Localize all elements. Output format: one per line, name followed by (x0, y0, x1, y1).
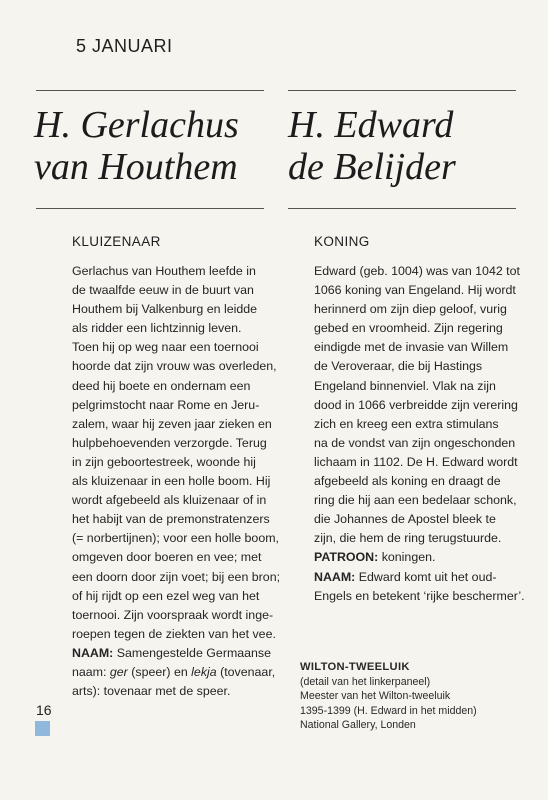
left-title-line2: van Houthem (34, 146, 238, 188)
left-line: toernooi. Zijn voorspraak wordt inge- (72, 607, 274, 622)
right-line: Engeland binnenviel. Vlak na zijn (314, 378, 496, 393)
right-naam-line1 (314, 568, 525, 587)
left-line: een doorn door zijn voet; bij een bron; (72, 569, 281, 584)
left-heading: KLUIZENAAR (72, 234, 161, 249)
right-line: eindigde met de invasie van Willem (314, 340, 509, 355)
image-caption (300, 660, 477, 733)
left-naam-word1: ger (109, 664, 128, 679)
left-naam-text2a: naam: (72, 664, 110, 679)
left-title-line1: H. Gerlachus (34, 104, 239, 146)
caption-line: (detail van het linkerpaneel) (300, 675, 431, 688)
right-naam-label: NAAM: (314, 569, 356, 584)
right-body (314, 262, 525, 606)
caption-line: National Gallery, Londen (300, 719, 416, 732)
left-line: wordt afgebeeld als kluizenaar of in (72, 493, 267, 508)
left-naam-line3: arts): tovenaar met de speer. (72, 684, 231, 699)
left-line: deed hij boete en ondernam een (72, 378, 251, 393)
left-naam-line1 (72, 644, 280, 663)
right-line: 1066 koning van Engeland. Hij wordt (314, 283, 516, 298)
left-line: zalem, waar hij zeven jaar zieken en (72, 416, 272, 431)
left-line: hulpbehoevenden verzorgde. Terug (72, 435, 267, 450)
left-line: het habijt van de premonstratenzers (72, 512, 270, 527)
right-line: die Johannes de Apostel bleek te (314, 512, 496, 527)
left-line: (= norbertijnen); voor een holle boom, (72, 531, 279, 546)
left-line: als kluizenaar in een holle boom. Hij (72, 474, 271, 489)
bottom-rule-right (288, 208, 516, 209)
right-naam-line2: Engels en betekent ‘rijke beschermer’. (314, 588, 525, 603)
left-line: Toen hij op weg naar een toernooi (72, 340, 259, 355)
left-line: Gerlachus van Houthem leefde in (72, 264, 256, 278)
top-rule-right (288, 90, 516, 91)
right-line: na de vondst van zijn ongeschonden (314, 435, 516, 450)
left-title (34, 104, 239, 188)
right-naam-text1: Edward komt uit het oud- (355, 569, 497, 584)
page-color-marker (35, 721, 50, 736)
right-line: lichaam in 1102. De H. Edward wordt (314, 454, 518, 469)
right-line: gebed en vroomheid. Zijn regering (314, 321, 503, 336)
left-line: als ridder een lichtzinnig leven. (72, 321, 242, 336)
left-naam-text2b: (speer) en (127, 664, 192, 679)
right-line: zich en kreeg een extra stimulans (314, 416, 499, 431)
page-date: 5 JANUARI (76, 36, 173, 56)
right-heading: KONING (314, 234, 370, 249)
right-line: Edward (geb. 1004) was van 1042 tot (314, 264, 520, 278)
left-line: of hij rijdt op een ezel weg van het (72, 588, 260, 603)
left-line: in zijn geboortestreek, woonde hij (72, 454, 256, 469)
right-line: herinnerd om zijn diep geloof, vurig (314, 302, 507, 317)
right-patroon-label: PATROON: (314, 550, 379, 565)
right-line: dood in 1066 verbreidde zijn verering (314, 397, 518, 412)
left-line: pelgrimstocht naar Rome en Jeru- (72, 397, 260, 412)
right-line: de Veroveraar, die bij Hastings (314, 359, 483, 374)
page-number: 16 (36, 702, 52, 718)
left-line: omgeven door boeren en vee; met (72, 550, 262, 565)
right-line: afgebeeld als koning en draagt de (314, 474, 501, 489)
right-line: ring die hij aan een bedelaar schonk, (314, 493, 517, 508)
right-title (288, 104, 456, 188)
right-patroon-text: koningen. (378, 550, 436, 565)
left-naam-text1: Samengestelde Germaanse (113, 645, 272, 660)
left-body (72, 262, 280, 701)
bottom-rule-left (36, 208, 264, 209)
right-line: zijn, die hem de ring terugstuurde. (314, 531, 502, 546)
caption-line: 1395-1399 (H. Edward in het midden) (300, 704, 477, 717)
left-line: de twaalfde eeuw in de buurt van (72, 283, 254, 298)
top-rule-left (36, 90, 264, 91)
left-line: roepen tegen de ziekten van het vee. (72, 626, 276, 641)
right-title-line1: H. Edward (288, 104, 454, 146)
left-line: hoorde dat zijn vrouw was overleden, (72, 359, 277, 374)
right-title-line2: de Belijder (288, 146, 456, 188)
left-line: Houthem bij Valkenburg en leidde (72, 302, 258, 317)
caption-title: WILTON-TWEELUIK (300, 661, 410, 673)
left-naam-label: NAAM: (72, 645, 114, 660)
left-naam-line2 (72, 663, 280, 682)
left-naam-text2c: (tovenaar, (216, 664, 276, 679)
right-patroon-line (314, 548, 525, 567)
left-naam-word2: lekja (191, 664, 217, 679)
caption-line: Meester van het Wilton-tweeluik (300, 690, 451, 703)
